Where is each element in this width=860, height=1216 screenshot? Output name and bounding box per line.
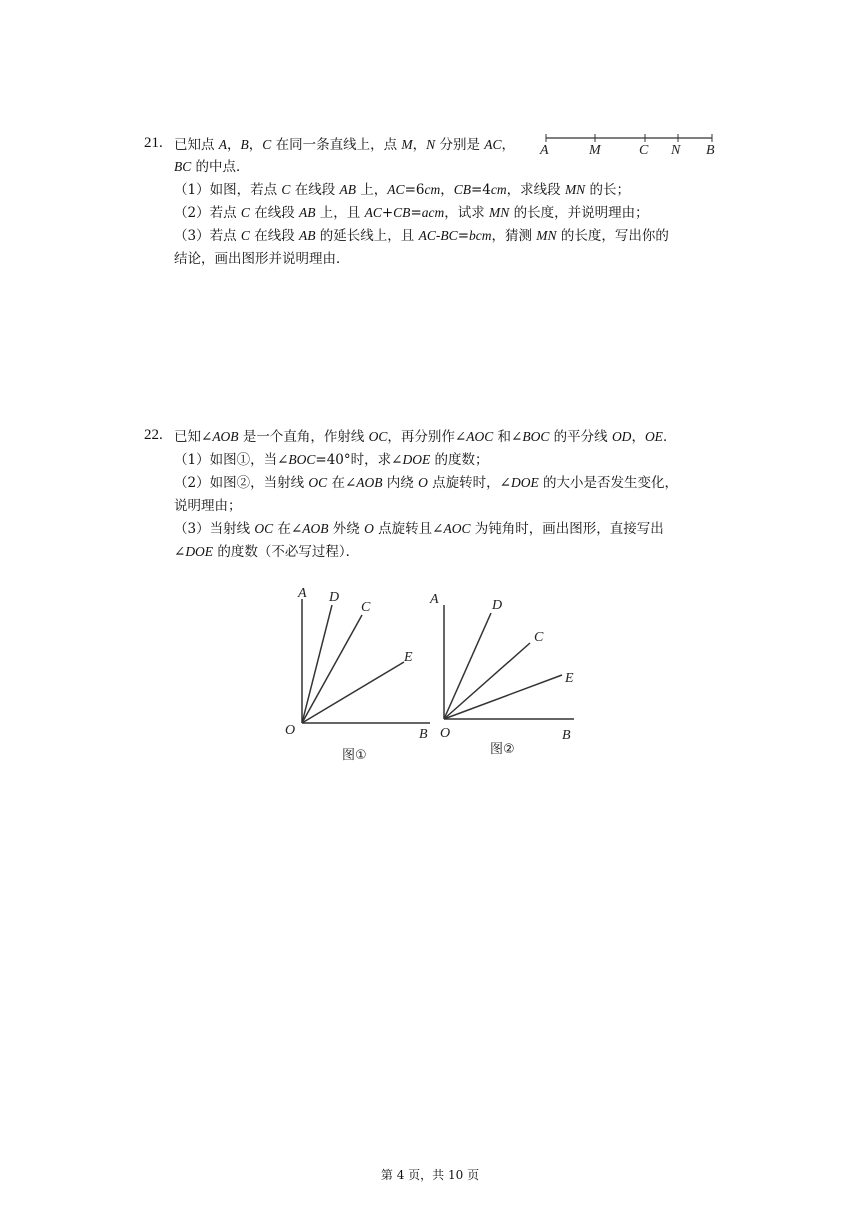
label-N: N xyxy=(671,143,681,158)
sub-question-3: （3）若点 C 在线段 AB 的延长线上，且 AC-BC=bcm，猜测 MN 的长度，写出你的 xyxy=(174,228,669,244)
label-C: C xyxy=(361,600,371,615)
sub-question-3-cont: ∠DOE 的度数（不必写过程）． xyxy=(174,544,360,560)
ray-OC xyxy=(444,643,530,719)
ray-OC xyxy=(302,615,362,723)
label-C: C xyxy=(534,630,544,645)
ray-OD xyxy=(444,613,491,719)
label-A: A xyxy=(298,586,307,601)
label-O: O xyxy=(285,723,296,738)
label-E: E xyxy=(404,650,413,665)
label-B: B xyxy=(562,728,571,743)
label-D: D xyxy=(329,590,340,605)
label-B: B xyxy=(419,727,428,742)
sub-question-1: （1）如图①，当∠BOC=40°时，求∠DOE 的度数； xyxy=(174,452,489,468)
label-C: C xyxy=(639,143,649,158)
question-text-line: 已知∠AOB 是一个直角，作射线 OC，再分别作∠AOC 和∠BOC 的平分线 OD，OE． xyxy=(174,429,677,445)
sub-question-1: （1）如图，若点 C 在线段 AB 上，AC=6cm，CB=4cm，求线段 MN 的长； xyxy=(174,182,630,198)
ray-OE xyxy=(302,662,404,723)
figure-2-caption: 图② xyxy=(490,742,515,757)
ray-OE xyxy=(444,675,562,719)
figure-1 xyxy=(280,585,440,775)
segment-figure xyxy=(538,130,718,160)
page-footer: 第 4 页，共 10 页 xyxy=(380,1168,480,1182)
figure-1-caption: 图① xyxy=(342,748,367,763)
sub-question-2: （2）若点 C 在线段 AB 上，且 AC+CB=acm，试求 MN 的长度，并说明理由； xyxy=(174,205,649,221)
label-A: A xyxy=(540,143,549,158)
question-text-line: BC 的中点． xyxy=(174,159,250,175)
sub-question-3: （3）当射线 OC 在∠AOB 外绕 O 点旋转且∠AOC 为钝角时，画出图形，直接写出 xyxy=(174,521,664,537)
figure-2 xyxy=(424,585,584,775)
label-B: B xyxy=(706,143,715,158)
question-number: 21. xyxy=(144,135,163,151)
sub-question-3-cont: 结论，画出图形并说明理由． xyxy=(174,251,350,267)
label-M: M xyxy=(589,143,601,158)
label-D: D xyxy=(492,598,503,613)
sub-question-2-cont: 说明理由； xyxy=(174,498,242,514)
label-E: E xyxy=(565,671,574,686)
label-O: O xyxy=(440,726,451,741)
label-A: A xyxy=(430,592,439,607)
sub-question-2: （2）如图②，当射线 OC 在∠AOB 内绕 O 点旋转时，∠DOE 的大小是否发生变化， xyxy=(174,475,679,491)
question-number: 22. xyxy=(144,427,163,443)
question-text-line: 已知点 A，B，C 在同一条直线上，点 M，N 分别是 AC， xyxy=(174,137,516,153)
ray-OD xyxy=(302,605,332,723)
